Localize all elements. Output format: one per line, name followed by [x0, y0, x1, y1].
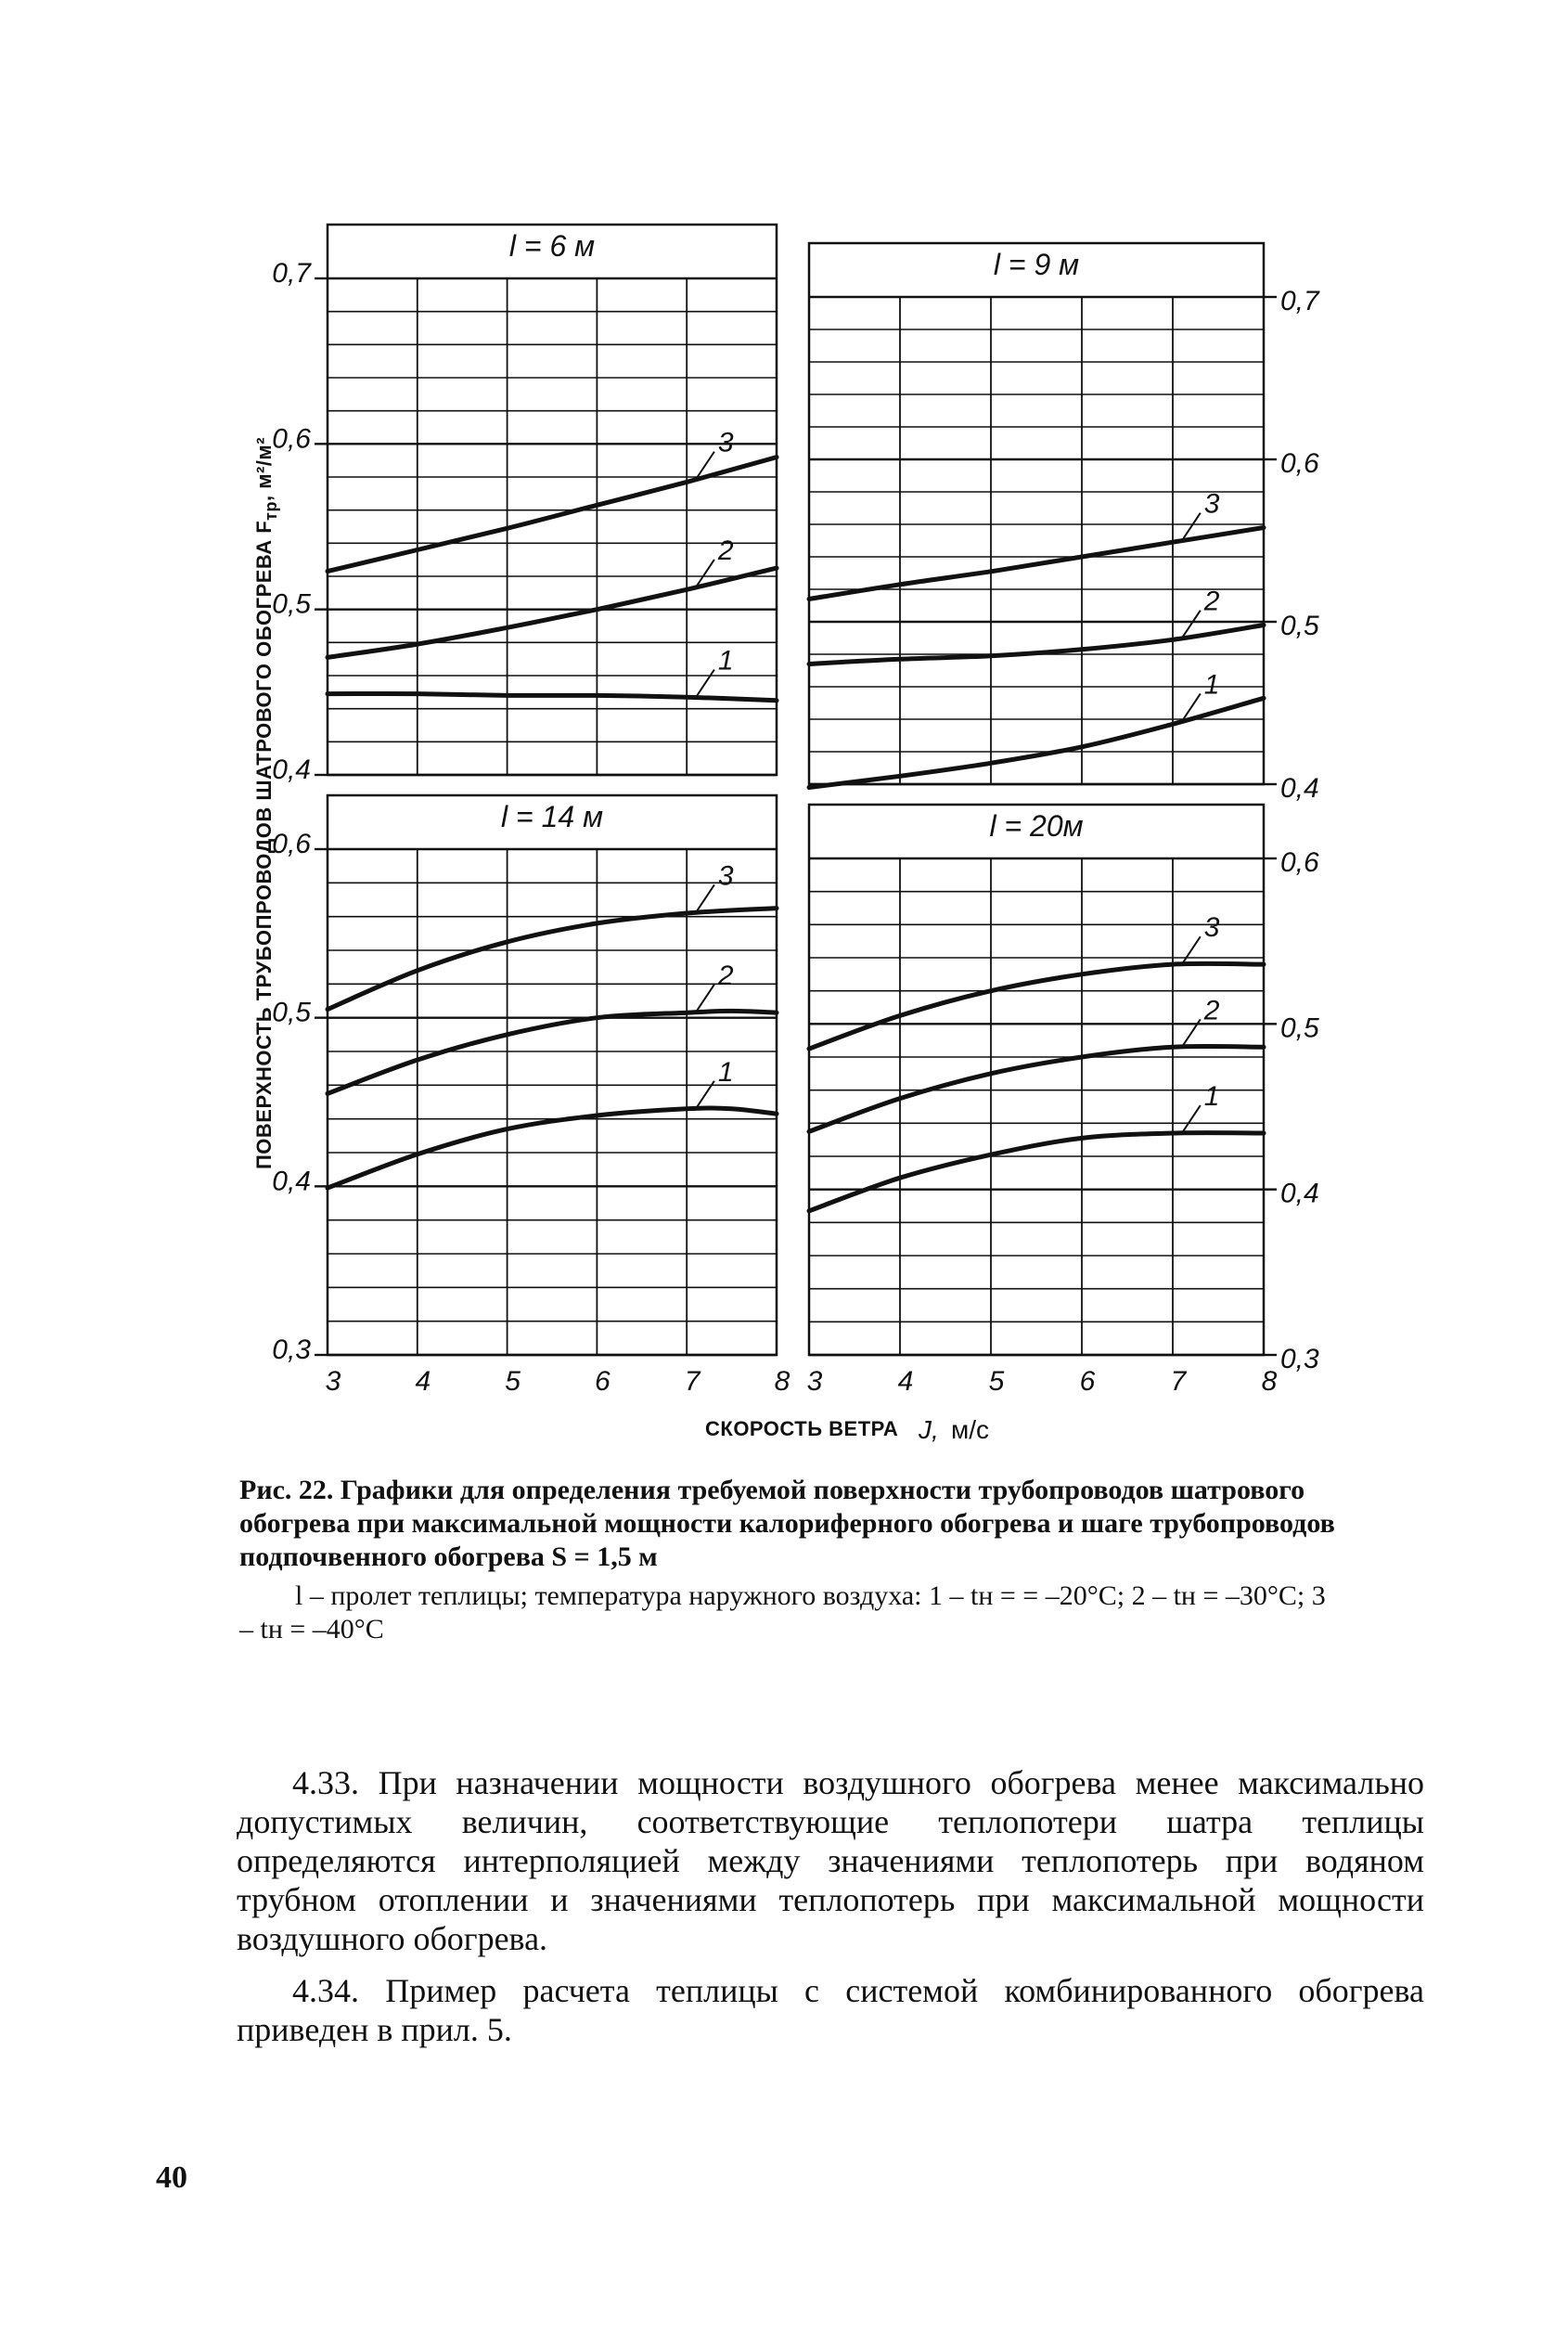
series-label-2: 2	[717, 960, 734, 991]
series-label-2: 2	[1203, 586, 1220, 617]
chart-panel-3	[272, 795, 790, 1397]
y-tick-label: 0,5	[272, 588, 311, 620]
x-tick-label: 8	[774, 1366, 790, 1397]
x-tick-label: 7	[684, 1366, 700, 1397]
series-leader-1	[1182, 1105, 1201, 1133]
caption-legend: l – пролет теплицы; температура наружного воздуха: 1 – tн = = –20°С; 2 – tн = –30°С; 3 – tн = –40°С	[239, 1580, 1326, 1644]
series-curve-3	[328, 909, 777, 1010]
x-tick-label: 4	[415, 1366, 431, 1397]
y-tick-label: 0,5	[272, 997, 311, 1028]
chart-panel-1	[272, 225, 777, 785]
y-tick-label: 0,3	[1280, 1344, 1319, 1374]
series-curve-2	[328, 568, 777, 657]
panel-title: l = 14 м	[501, 800, 603, 833]
y-tick-label: 0,4	[1280, 773, 1319, 804]
series-label-3: 3	[1203, 912, 1220, 944]
panel-title: l = 20м	[989, 809, 1084, 843]
y-tick-label: 0,7	[1280, 286, 1319, 316]
series-curve-3	[328, 458, 777, 572]
y-axis-label: ПОВЕРХНОСТЬ ТРУБОПРОВОДОВ ШАТРОВОГО ОБОГРЕВА $F_{тр}$, м²/м²	[252, 436, 280, 1169]
panel-title: l = 6 м	[508, 229, 596, 263]
x-tick-label: 4	[897, 1366, 914, 1397]
x-tick-label: 5	[988, 1366, 1005, 1397]
x-tick-label: 8	[1261, 1366, 1278, 1397]
paragraph-4-34: 4.34. Пример расчета теплицы с системой комбинированного обогрева приведен в прил. 5.	[237, 1972, 1424, 2048]
panel-title: l = 9 м	[993, 248, 1080, 281]
y-tick-label: 0,6	[272, 423, 311, 455]
series-curve-3	[809, 528, 1264, 600]
x-tick-label: 6	[1079, 1366, 1096, 1397]
chart-panel-4	[807, 805, 1319, 1397]
series-leader-1	[696, 670, 714, 698]
caption-title: Рис. 22. Графики для определения требуемой поверхности трубопроводов шатрового обогрева при максимальной мощности калориферного обогрева и шаге трубопроводов подпочвенного обогрева S = 1,5 м	[239, 1475, 1335, 1572]
series-curve-2	[328, 1011, 777, 1093]
x-tick-label: 7	[1170, 1366, 1187, 1397]
y-tick-label: 0,6	[1280, 448, 1319, 479]
series-label-2: 2	[717, 535, 734, 566]
y-tick-label: 0,6	[1280, 847, 1319, 878]
panel-frame	[809, 805, 1264, 1355]
series-curve-3	[809, 963, 1264, 1049]
series-curve-1	[328, 1108, 777, 1188]
y-tick-label: 0,4	[1280, 1178, 1319, 1209]
y-tick-label: 0,3	[272, 1335, 311, 1365]
page-number: 40	[156, 2160, 187, 2195]
figure-caption	[239, 1474, 1343, 1646]
y-tick-label: 0,5	[1280, 611, 1319, 641]
y-tick-label: 0,4	[272, 754, 311, 785]
series-label-1: 1	[717, 645, 734, 677]
x-axis-unit: м/с	[951, 1415, 990, 1444]
paragraph-4-33: 4.33. При назначении мощности воздушного обогрева менее максимально допустимых величин, соответствующие теплопотери шатра теплицы определяются интерполяцией между значениями теплопотерь при водяном трубном отоплении и значениями теплопотерь при максимальной мощности воздушного обогрева.	[237, 1764, 1424, 1957]
x-tick-label: 6	[595, 1366, 610, 1397]
series-label-1: 1	[1203, 669, 1220, 701]
chart-panels	[272, 225, 1320, 1397]
series-label-1: 1	[1203, 1081, 1220, 1113]
series-leader-3	[1182, 936, 1201, 964]
series-label-2: 2	[1203, 995, 1220, 1026]
x-tick-label: 5	[505, 1366, 521, 1397]
panel-frame	[328, 795, 777, 1355]
body-text	[237, 1763, 1424, 2062]
y-tick-label: 0,4	[272, 1166, 311, 1197]
y-tick-label: 0,5	[1280, 1012, 1319, 1044]
series-curve-2	[809, 625, 1264, 664]
series-label-3: 3	[1203, 488, 1220, 520]
series-curve-1	[328, 693, 777, 700]
x-axis-symbol: J,	[919, 1415, 939, 1444]
series-curve-2	[809, 1047, 1264, 1132]
series-label-3: 3	[717, 427, 734, 458]
series-curve-1	[809, 1133, 1264, 1211]
series-leader-2	[696, 985, 714, 1012]
x-tick-label: 3	[325, 1366, 341, 1397]
y-tick-label: 0,7	[272, 258, 311, 289]
y-tick-label: 0,6	[272, 829, 311, 859]
x-axis-label: СКОРОСТЬ ВЕТРА	[705, 1417, 899, 1440]
panel-frame	[809, 243, 1264, 784]
series-label-1: 1	[717, 1056, 734, 1088]
series-leader-3	[696, 884, 714, 912]
series-curve-1	[809, 698, 1264, 787]
series-label-3: 3	[717, 860, 734, 892]
x-tick-label: 3	[806, 1366, 823, 1397]
chart-panel-2	[809, 243, 1320, 804]
